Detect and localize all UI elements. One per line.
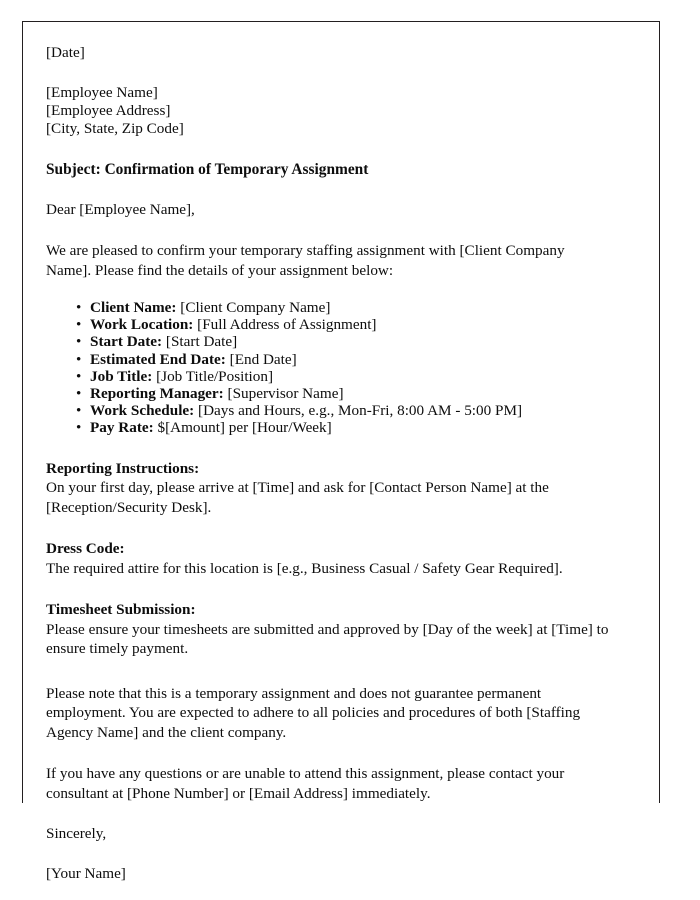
assignment-details-list: [46, 299, 646, 437]
dress-code-heading: Dress Code:: [46, 540, 125, 558]
dress-code-body: The required attire for this location is [e.g., Business Casual / Safety Gear Required].: [46, 559, 563, 577]
detail-label: Client Name:: [90, 299, 177, 316]
detail-label: Reporting Manager:: [90, 385, 224, 403]
detail-value: [Start Date]: [165, 333, 238, 351]
spacer: [46, 219, 646, 241]
recipient-address: [Employee Address]: [46, 102, 171, 119]
intro-paragraph: We are pleased to confirm your temporary staffing assignment with [Client Company Name]. Please find the details of your assignment below:: [46, 242, 565, 279]
spacer: [46, 578, 646, 600]
date-line: [Date]: [46, 44, 85, 61]
list-item: [46, 419, 646, 436]
sign-off: Sincerely,: [46, 825, 107, 843]
spacer: [46, 280, 646, 299]
reporting-instructions-body: On your first day, please arrive at [Time] and ask for [Contact Person Name] at the [Reception/Security Desk].: [46, 479, 549, 516]
detail-value: [Client Company Name]: [180, 299, 331, 316]
list-item: [46, 316, 646, 333]
spacer: [46, 437, 646, 459]
timesheet-submission-heading: Timesheet Submission:: [46, 601, 196, 619]
letter-body: [46, 44, 646, 883]
spacer: [46, 742, 646, 764]
signature-name: [Your Name]: [46, 865, 126, 883]
detail-value: [Full Address of Assignment]: [197, 316, 377, 334]
reporting-instructions-heading: Reporting Instructions:: [46, 459, 200, 477]
detail-value: [Days and Hours, e.g., Mon-Fri, 8:00 AM - 5:00 PM]: [198, 402, 523, 420]
spacer: [46, 179, 646, 201]
spacer: [46, 659, 646, 684]
detail-label: Start Date:: [90, 333, 163, 351]
spacer: [46, 517, 646, 539]
list-item: [46, 385, 646, 402]
salutation: Dear [Employee Name],: [46, 201, 195, 218]
closing-paragraph-notice: Please note that this is a temporary assignment and does not guarantee permanent employment. You are expected to adhere to all policies and procedures of both [Staffing Agency Name] and the client company.: [46, 684, 581, 741]
detail-value: [Job Title/Position]: [156, 367, 274, 385]
detail-label: Pay Rate:: [90, 419, 154, 437]
spacer: [46, 803, 646, 825]
list-item: [46, 368, 646, 385]
list-item: [46, 333, 646, 350]
detail-label: Estimated End Date:: [90, 350, 226, 368]
detail-value: $[Amount] per [Hour/Week]: [157, 419, 332, 437]
detail-label: Work Schedule:: [90, 402, 195, 420]
list-item: [46, 402, 646, 419]
timesheet-submission-body: Please ensure your timesheets are submitted and approved by [Day of the week] at [Time] to ensure timely payment.: [46, 620, 609, 658]
list-item: [46, 299, 646, 316]
detail-label: Work Location:: [90, 316, 194, 334]
closing-paragraph-contact: If you have any questions or are unable to attend this assignment, please contact your consultant at [Phone Number] or [Email Address] immediately.: [46, 765, 565, 802]
list-item: [46, 351, 646, 368]
recipient-name: [Employee Name]: [46, 84, 158, 101]
spacer: [46, 843, 646, 865]
spacer: [46, 62, 646, 84]
recipient-city-state-zip: [City, State, Zip Code]: [46, 120, 184, 137]
detail-value: [End Date]: [229, 350, 297, 368]
detail-label: Job Title:: [90, 367, 153, 385]
subject-line: Subject: Confirmation of Temporary Assignment: [46, 161, 369, 178]
spacer: [46, 138, 646, 160]
detail-value: [Supervisor Name]: [227, 385, 344, 403]
